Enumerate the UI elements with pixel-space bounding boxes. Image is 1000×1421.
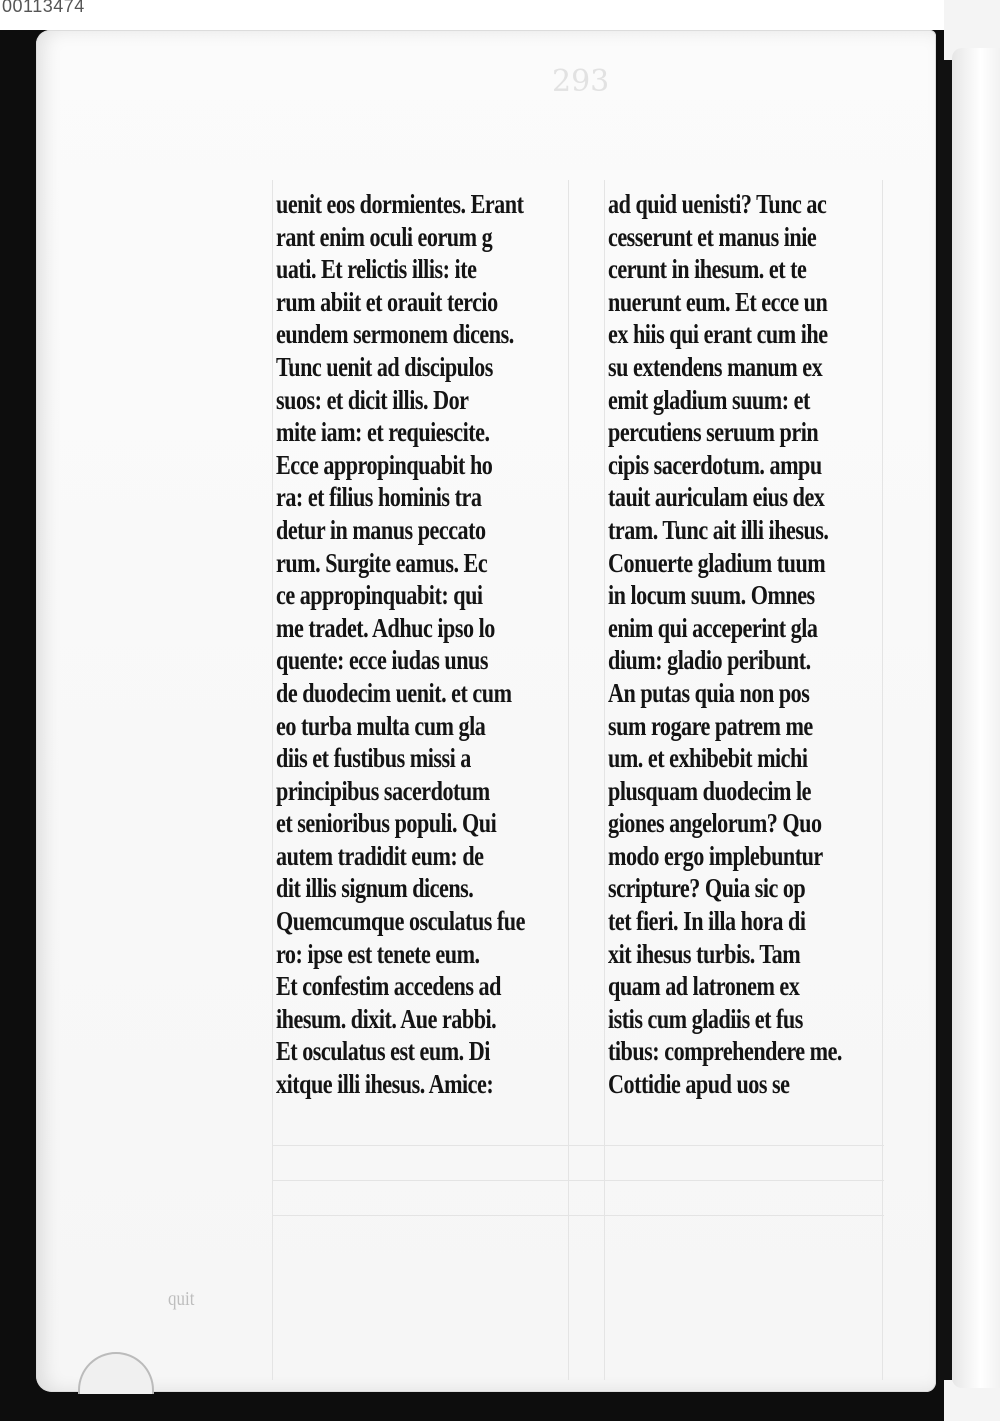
text-line: tauit auriculam eius dex — [608, 482, 825, 513]
text-line: ihesum. dixit. Aue rabbi. — [276, 1003, 497, 1034]
text-line: sum rogare patrem me — [608, 710, 813, 741]
text-line: su extendens manum ex — [608, 351, 823, 382]
text-line: ra: et filius hominis tra — [276, 482, 482, 513]
text-line: xitque illi ihesus. Amice: — [276, 1069, 494, 1100]
ruling-line — [272, 180, 273, 1380]
text-line: uati. Et relictis illis: ite — [276, 254, 477, 285]
gutter-shadow — [938, 60, 952, 1380]
facing-page-edge — [952, 48, 1000, 1388]
text-line: ce appropinquabit: qui — [276, 580, 483, 611]
text-line: quam ad latronem ex — [608, 971, 800, 1002]
text-line: um. et exhibebit michi — [608, 743, 808, 774]
text-line: rant enim oculi eorum g — [276, 221, 493, 252]
text-line: plusquam duodecim le — [608, 775, 812, 806]
ruling-line — [604, 180, 605, 1380]
text-line: Conuerte gladium tuum — [608, 547, 826, 578]
text-line: rum. Surgite eamus. Ec — [276, 547, 488, 578]
text-line: xit ihesus turbis. Tam — [608, 938, 801, 969]
left-text-column — [276, 188, 576, 1101]
text-line: Ecce appropinquabit ho — [276, 449, 493, 480]
text-line: modo ergo implebuntur — [608, 840, 823, 871]
text-line: Cottidie apud uos se — [608, 1069, 790, 1100]
text-line: tibus: comprehendere me. — [608, 1036, 842, 1067]
text-line: autem tradidit eum: de — [276, 840, 484, 871]
text-line: rum abiit et orauit tercio — [276, 286, 498, 317]
text-line: ex hiis qui erant cum ihe — [608, 319, 828, 350]
text-line: Et confestim accedens ad — [276, 971, 501, 1002]
folio-number: 293 — [552, 64, 610, 99]
text-line: suos: et dicit illis. Dor — [276, 384, 469, 415]
text-line: nuerunt eum. Et ecce un — [608, 286, 828, 317]
text-line: de duodecim uenit. et cum — [276, 677, 512, 708]
text-line: An putas quia non pos — [608, 677, 810, 708]
text-line: giones angelorum? Quo — [608, 808, 822, 839]
ruling-line — [272, 1145, 884, 1146]
text-line: et senioribus populi. Qui — [276, 808, 497, 839]
text-line: ad quid uenisti? Tunc ac — [608, 189, 827, 219]
text-line: ro: ipse est tenete eum. — [276, 938, 480, 969]
text-line: dium: gladio peribunt. — [608, 645, 811, 676]
text-line: emit gladium suum: et — [608, 384, 810, 415]
text-line: mite iam: et requiescite. — [276, 417, 490, 448]
text-line: Quemcumque osculatus fue — [276, 906, 525, 937]
text-line: eo turba multa cum gla — [276, 710, 486, 741]
ruling-line — [272, 1215, 884, 1216]
text-line: principibus sacerdotum — [276, 775, 490, 806]
text-line: uenit eos dormientes. Erant — [276, 189, 524, 219]
text-line: cerunt in ihesum. et te — [608, 254, 807, 285]
ruling-line — [272, 1180, 884, 1181]
text-line: me tradet. Adhuc ipso lo — [276, 612, 495, 643]
marginal-note: quit — [168, 1288, 195, 1310]
text-line: in locum suum. Omnes — [608, 580, 815, 611]
text-line: scripture? Quia sic op — [608, 873, 806, 904]
text-line: istis cum gladiis et fus — [608, 1003, 803, 1034]
text-line: percutiens seruum prin — [608, 417, 819, 448]
text-line: tet fieri. In illa hora di — [608, 906, 806, 937]
right-text-column — [608, 188, 888, 1101]
text-line: enim qui acceperint gla — [608, 612, 818, 643]
text-line: Et osculatus est eum. Di — [276, 1036, 490, 1067]
text-line: dit illis signum dicens. — [276, 873, 474, 904]
text-line: eundem sermonem dicens. — [276, 319, 514, 350]
text-line: cesserunt et manus inie — [608, 221, 817, 252]
archive-id: 00113474 — [2, 0, 85, 16]
text-line: Tunc uenit ad discipulos — [276, 351, 493, 382]
text-line: tram. Tunc ait illi ihesus. — [608, 514, 829, 545]
text-line: detur in manus peccato — [276, 514, 486, 545]
text-line: cipis sacerdotum. ampu — [608, 449, 822, 480]
scan-header-strip — [0, 0, 1000, 30]
text-line: diis et fustibus missi a — [276, 743, 471, 774]
text-line: quente: ecce iudas unus — [276, 645, 488, 676]
